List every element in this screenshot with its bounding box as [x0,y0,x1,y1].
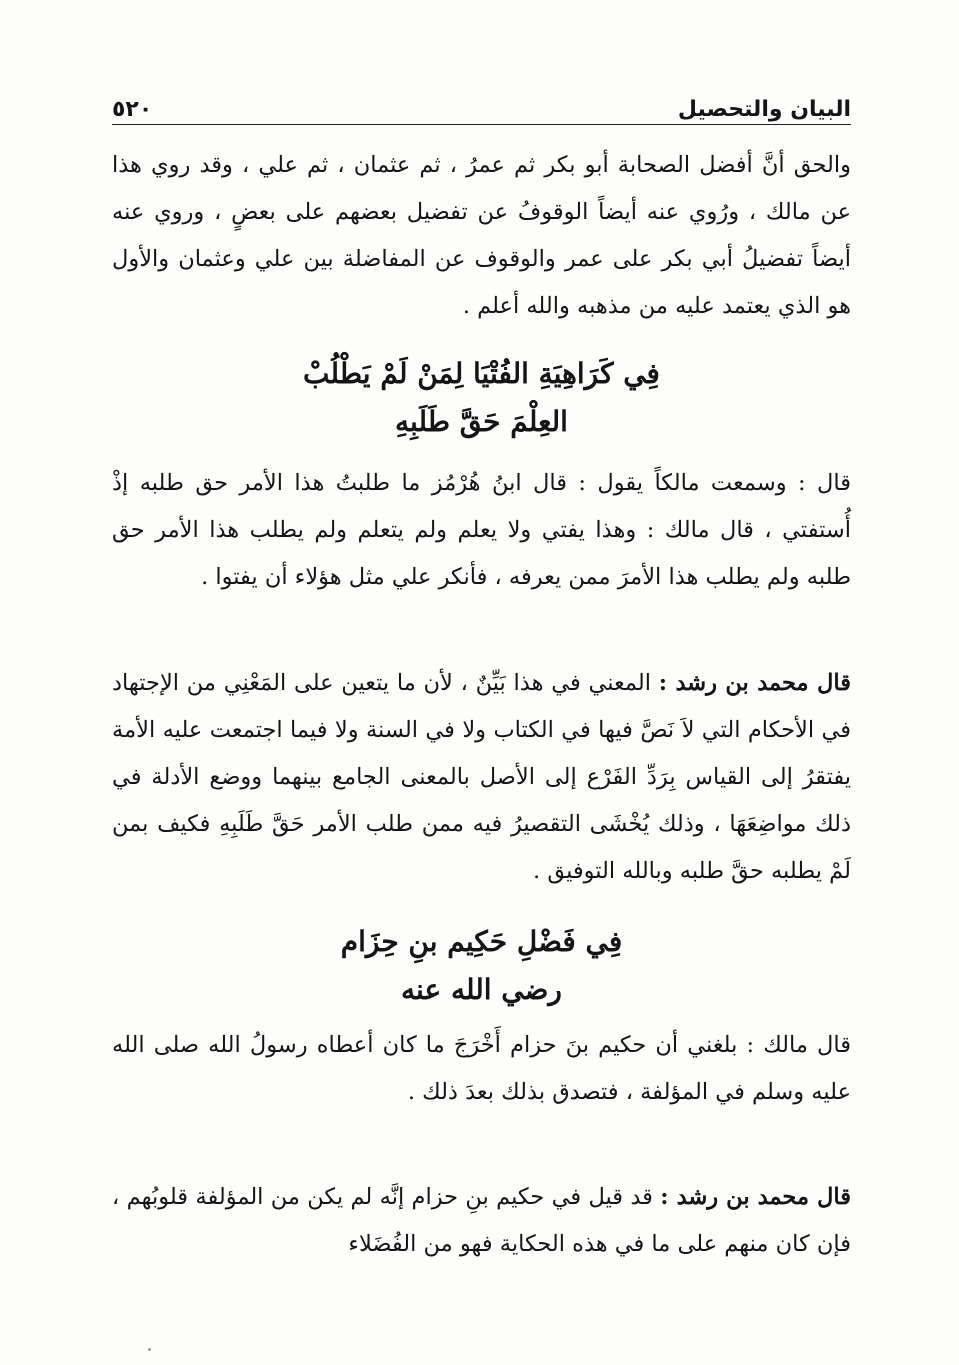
paragraph-ibn-rushd-commentary-2 [112,1174,851,1268]
paragraph-ibn-hurmuz: قال : وسمعت مالكاً يقول : قال ابنُ هُرْمُز ما طلبتُ هذا الأمر حق طلبه إذْ أُستفتي ، قال مالك : وهذا يفتي ولا يعلم ولم يتعلم ولم يطلب هذا الأمر حق طلبه ولم يطلب هذا الأمرَ ممن يعرفه ، فأنكر علي مثل هؤلاء أن يفتوا . [112,470,851,590]
commentary-text: المعني في هذا بَيِّنٌ ، لأن ما يتعين على المَعْنِي من الإجتهاد في الأحكام التي لاَ نَصَّ فيها في الكتاب ولا في السنة ولا فيما اجتمعت عليه الأمة يفتقرُ إلى القياس بِرَدِّ الفَرْع إلى الأصل بالمعنى الجامع بينهما ووضع الأدلة في ذلك مواضِعَهَا ، وذلك يُخْشَى التقصيرُ فيه ممن طلب الأمر حَقَّ طَلَبِهِ فكيف بمن لَمْ يطلبه حقَّ طلبه وبالله التوفيق . [112,670,851,884]
commentary-text: قد قيل في حكيم بنِ حزام إنَّه لم يكن من المؤلفة قلوبُهم ، فإن كان منهم على ما في هذه الحكاية فهو من الفُضَلاء [112,1184,851,1257]
section-heading-hakim [112,918,851,1014]
paragraph-ibn-rushd-commentary-1 [112,660,851,895]
section-heading-fatwa-line2: العِلْمَ حَقَّ طَلَبِهِ [395,405,568,438]
commentator-label: قال محمد بن رشد : [660,1184,851,1210]
section-heading-fatwa-line1: فِي كَرَاهِيَةِ الفُتْيَا لِمَنْ لَمْ يَطْلُبْ [303,357,660,390]
section-heading-hakim-line2: رضي الله عنه [401,973,562,1006]
paragraph-hakim-ibn-hizam: قال مالك : بلغني أن حكيم بنَ حزام أَخْرَجَ ما كان أعطاه رسولُ الله صلى الله عليه وسلم في المؤلفة ، فتصدق بذلك بعدَ ذلك . [112,1032,851,1105]
page-number: ٥٢٠ [112,97,153,122]
paragraph-companions-ranking: والحق أنَّ أفضل الصحابة أبو بكر ثم عمرُ ، ثم عثمان ، ثم علي ، وقد روي هذا عن مالك ، ورُوي عنه أيضاً الوقوفُ عن تفضيل بعضهم على بعضٍ ، وروي عنه أيضاً تفضيلُ أبي بكر على عمر والوقوف عن المفاضلة بين علي وعثمان والأول هو الذي يعتمد عليه من مذهبه والله أعلم . [112,152,851,319]
commentator-label: قال محمد بن رشد : [658,670,851,696]
running-header-title: البيان والتحصيل [677,97,851,122]
section-heading-hakim-line1: فِي فَضْلِ حَكِيم بنِ حِزَام [340,925,623,958]
scan-speck [148,1348,151,1351]
running-header [112,82,851,125]
section-heading-fatwa [112,350,851,446]
